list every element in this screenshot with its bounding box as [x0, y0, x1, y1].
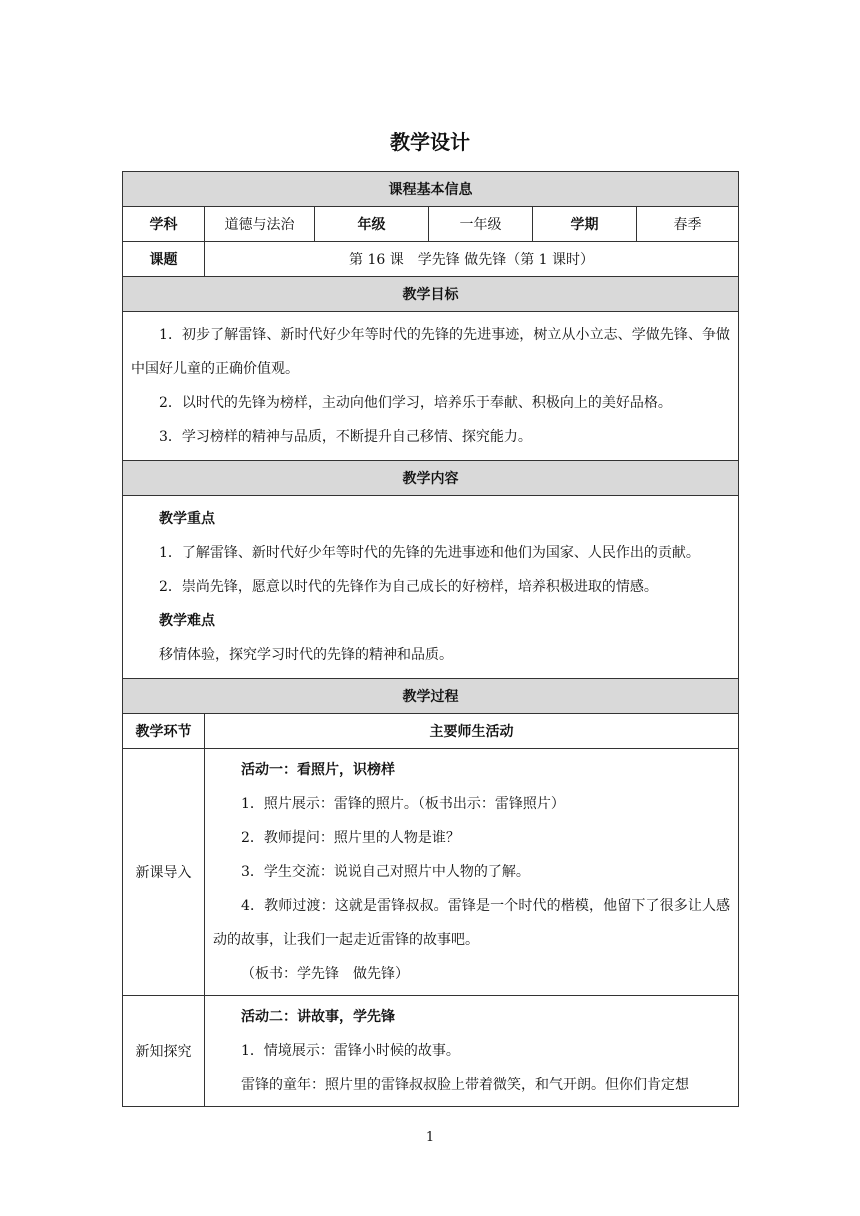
term-value: 春季 [637, 207, 739, 242]
activity-line: （板书：学先锋 做先锋） [241, 966, 409, 982]
objective-item: 1．初步了解雷锋、新时代好少年等时代的先锋的先进事迹，树立从小立志、学做先锋、争做中国好儿童的正确价值观。 [131, 327, 731, 377]
page-number: 1 [425, 1130, 435, 1145]
objective-item: 2．以时代的先锋为榜样，主动向他们学习，培养乐于奉献、积极向上的美好品格。 [159, 395, 672, 411]
activity-line: 雷锋的童年：照片里的雷锋叔叔脸上带着微笑，和气开朗。但你们肯定想 [241, 1077, 689, 1093]
activity-title: 活动一：看照片，识榜样 [241, 762, 395, 778]
key-point-item: 1．了解雷锋、新时代好少年等时代的先锋的先进事迹和他们为国家、人民作出的贡献。 [159, 545, 700, 561]
objective-item: 3．学习榜样的精神与品质，不断提升自己移情、探究能力。 [159, 429, 532, 445]
basic-info-heading: 课程基本信息 [123, 172, 739, 207]
term-label: 学期 [533, 207, 637, 242]
activity-line: 2．教师提问：照片里的人物是谁？ [241, 830, 460, 846]
difficulty-text: 移情体验，探究学习时代的先锋的精神和品质。 [159, 647, 453, 663]
stage-cell: 新课导入 [123, 749, 205, 996]
content-body [123, 496, 739, 679]
stage-cell: 新知探究 [123, 996, 205, 1107]
activity-cell [205, 996, 739, 1107]
key-point-item: 2．崇尚先锋，愿意以时代的先锋作为自己成长的好榜样，培养积极进取的情感。 [159, 579, 658, 595]
activity-line: 1．情境展示：雷锋小时候的故事。 [241, 1043, 460, 1059]
document-title: 教学设计 [390, 130, 470, 154]
subject-label: 学科 [123, 207, 205, 242]
difficulty-label: 教学难点 [159, 613, 215, 629]
activity-line: 1．照片展示：雷锋的照片。（板书出示：雷锋照片） [241, 796, 565, 812]
lesson-plan-table [122, 171, 739, 1107]
grade-label: 年级 [315, 207, 429, 242]
activity-title: 活动二：讲故事，学先锋 [241, 1009, 395, 1025]
activity-line: 3．学生交流：说说自己对照片中人物的了解。 [241, 864, 530, 880]
activity-column-header: 主要师生活动 [205, 714, 739, 749]
topic-value: 第 16 课 学先锋 做先锋（第 1 课时） [205, 242, 739, 277]
key-points-label: 教学重点 [159, 511, 215, 527]
process-heading: 教学过程 [123, 679, 739, 714]
subject-value: 道德与法治 [205, 207, 315, 242]
activity-cell [205, 749, 739, 996]
topic-label: 课题 [123, 242, 205, 277]
grade-value: 一年级 [429, 207, 533, 242]
stage-column-header: 教学环节 [123, 714, 205, 749]
activity-line: 4．教师过渡：这就是雷锋叔叔。雷锋是一个时代的楷模，他留下了很多让人感动的故事，让我们一起走近雷锋的故事吧。 [213, 898, 731, 948]
objectives-body [123, 312, 739, 461]
objectives-heading: 教学目标 [123, 277, 739, 312]
content-heading: 教学内容 [123, 461, 739, 496]
